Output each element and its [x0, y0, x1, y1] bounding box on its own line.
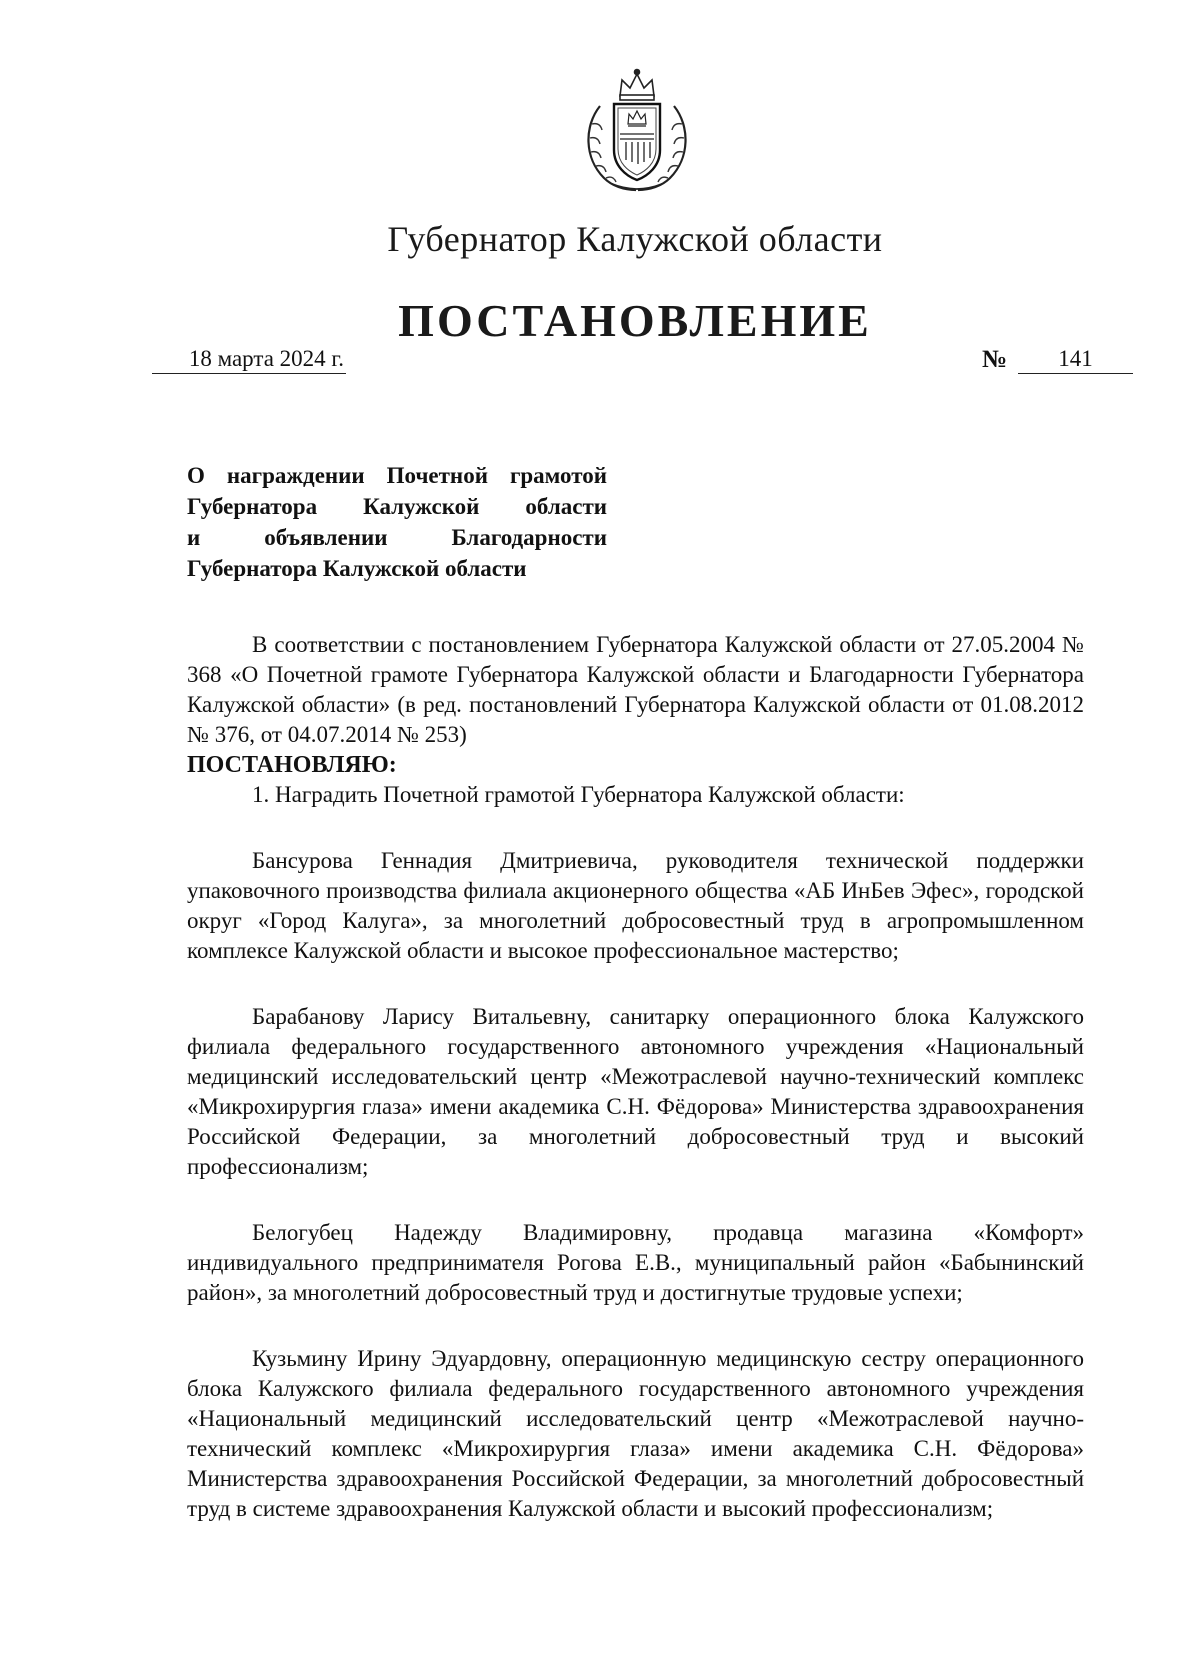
document-number: 141 — [1018, 345, 1133, 374]
subject-line: Губернатора Калужской области — [187, 556, 527, 581]
document-number-label: № — [982, 346, 1008, 373]
awardee-paragraph: Кузьмину Ирину Эдуардовну, операционную медицинскую сестру операционного блока Калужского филиала федерального государственного автономного учреждения «Национальный медицинский исследовательский центр «Межотраслевой научно-технический комплекс «Микрохирургия глаза» имени академика С.Н. Фёдорова» Министерства здравоохранения Российской Федерации, за многолетний добросовестный труд в системе здравоохранения Калужской области и высокий профессионализм; — [187, 1346, 1084, 1521]
document-type-title: ПОСТАНОВЛЕНИЕ — [398, 295, 872, 346]
subject-line: Губернатора Калужской области — [187, 494, 607, 519]
clause-1: 1. Наградить Почетной грамотой Губернатора Калужской области: — [252, 782, 905, 807]
resolve-heading: ПОСТАНОВЛЯЮ: — [187, 752, 397, 778]
subject-line: и объявлении Благодарности — [187, 525, 607, 550]
document-date: 18 марта 2024 г. — [152, 345, 346, 374]
document-subject — [187, 460, 607, 584]
document-body — [187, 630, 1084, 1524]
awardee-paragraph: Барабанову Ларису Витальевну, санитарку операционного блока Калужского филиала федерального государственного автономного учреждения «Национальный медицинский исследовательский центр «Межотраслевой научно-технический комплекс «Микрохирургия глаза» имени академика С.Н. Фёдорова» Министерства здравоохранения Российской Федерации, за многолетний добросовестный труд и высокий профессионализм; — [187, 1004, 1084, 1179]
coat-of-arms-icon — [578, 66, 696, 196]
subject-line: О награждении Почетной грамотой — [187, 463, 607, 488]
awardee-paragraph: Белогубец Надежду Владимировну, продавца магазина «Комфорт» индивидуального предпринимателя Рогова Е.В., муниципальный район «Бабынинский район», за многолетний добросовестный труд и достигнутые трудовые успехи; — [187, 1220, 1084, 1305]
awardee-paragraph: Бансурова Геннадия Дмитриевича, руководителя технической поддержки упаковочного производства филиала акционерного общества «АБ ИнБев Эфес», городской округ «Город Калуга», за многолетний добросовестный труд в агропромышленном комплексе Калужской области и высокое профессиональное мастерство; — [187, 848, 1084, 963]
issuing-authority: Губернатор Калужской области — [387, 219, 883, 259]
preamble-paragraph: В соответствии с постановлением Губернатора Калужской области от 27.05.2004 № 368 «О Почетной грамоте Губернатора Калужской области и Благодарности Губернатора Калужской области» (в ред. постановлений Губернатора Калужской области от 01.08.2012 № 376, от 04.07.2014 № 253) — [187, 632, 1084, 747]
